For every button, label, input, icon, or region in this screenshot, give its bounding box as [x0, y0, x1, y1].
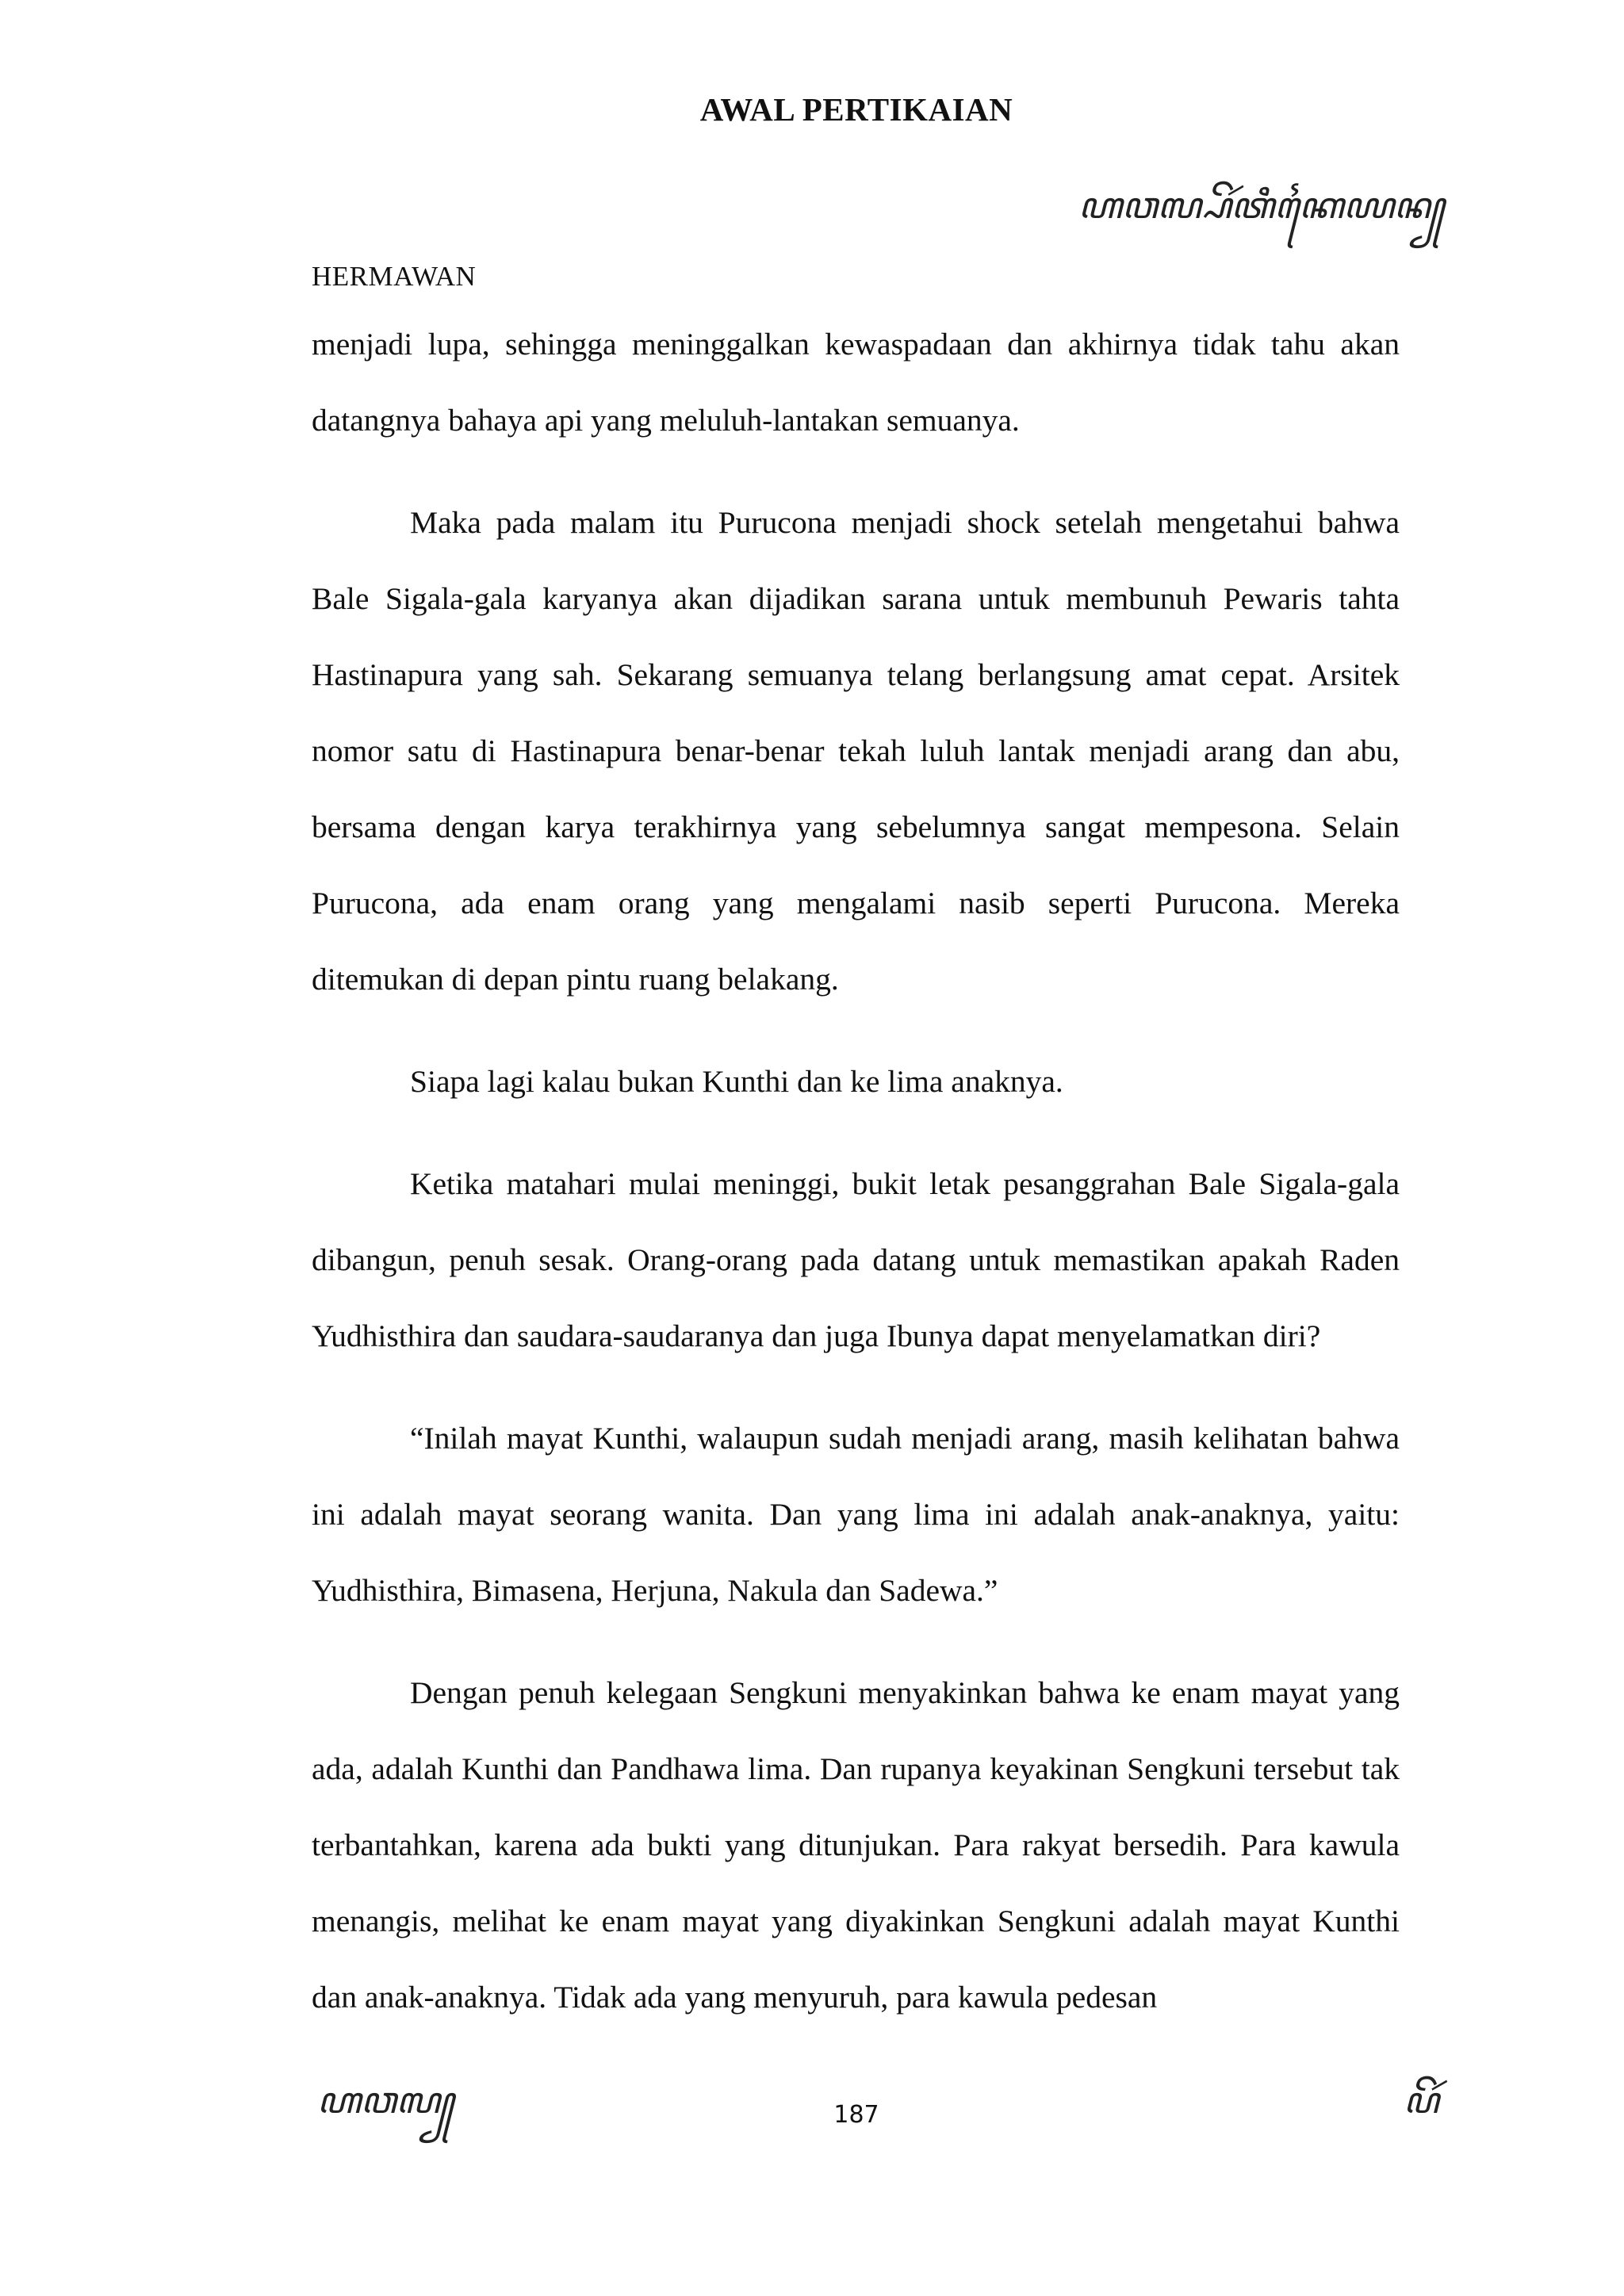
paragraph-5: “Inilah mayat Kunthi, walaupun sudah menjadi arang, masih kelihatan bahwa ini adalah mayat seorang wanita. Dan yang lima ini adalah anak-anaknya, yaitu: Yudhisthira, Bimasena, Herjuna, Nakula dan Sadewa.”: [312, 1421, 1400, 1608]
javanese-script-footer-right: ꦥꦼꦂ: [1404, 2079, 1439, 2122]
javanese-script-heading: ꦲꦮꦭ꧀ꦥꦼꦂꦠꦶꦏꦻꦪꦤ꧀: [1078, 184, 1445, 227]
page-title: AWAL PERTIKAIAN: [699, 91, 1013, 128]
javanese-script-footer-left: ꦲꦮꦭ꧀: [317, 2079, 454, 2122]
paragraph-4: Ketika matahari mulai meninggi, bukit letak pesanggrahan Bale Sigala-gala dibangun, penuh sesak. Orang-orang pada datang untuk memastikan apakah Raden Yudhisthira dan saudara-saudaranya dan juga Ibunya dapat menyelamatkan diri?: [312, 1166, 1400, 1353]
page-number: 187: [833, 2101, 879, 2129]
paragraph-6: Dengan penuh kelegaan Sengkuni menyakinkan bahwa ke enam mayat yang ada, adalah Kunthi dan Pandhawa lima. Dan rupanya keyakinan Sengkuni tersebut tak terbantahkan, karena ada bukti yang ditunjukan. Para rakyat bersedih. Para kawula menangis, melihat ke enam mayat yang diyakinkan Sengkuni adalah mayat Kunthi dan anak-anaknya. Tidak ada yang menyuruh, para kawula pedesan: [312, 1675, 1400, 2015]
paragraph-1: menjadi lupa, sehingga meninggalkan kewaspadaan dan akhirnya tidak tahu akan datangnya bahaya api yang meluluh-lantakan semuanya.: [312, 327, 1400, 438]
paragraph-2: Maka pada malam itu Purucona menjadi shock setelah mengetahui bahwa Bale Sigala-gala karyanya akan dijadikan sarana untuk membunuh Pewaris tahta Hastinapura yang sah. Sekarang semuanya telang berlangsung amat cepat. Arsitek nomor satu di Hastinapura benar-benar tekah luluh lantak menjadi arang dan abu, bersama dengan karya terakhirnya yang sebelumnya sangat mempesona. Selain Purucona, ada enam orang yang mengalami nasib seperti Purucona. Mereka ditemukan di depan pintu ruang belakang.: [312, 505, 1400, 997]
author-name: HERMAWAN: [312, 261, 477, 292]
body-text: [312, 306, 1400, 2061]
paragraph-3: Siapa lagi kalau bukan Kunthi dan ke lima anaknya.: [410, 1064, 1063, 1099]
